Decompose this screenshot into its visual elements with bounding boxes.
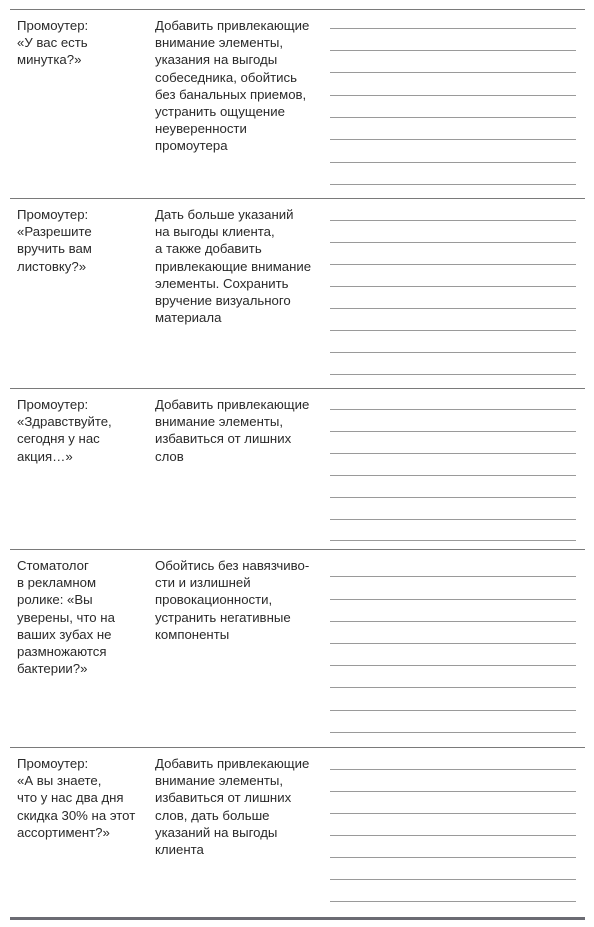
answer-line (330, 453, 576, 454)
answer-line (330, 621, 576, 622)
table-row (10, 198, 585, 389)
answer-line (330, 687, 576, 688)
answer-line (330, 117, 576, 118)
answer-line (330, 162, 576, 163)
situation-cell: Стоматолог в рекламном ролике: «Вы уверены, что на ваших зубах не размножаются бактерии?» (17, 558, 115, 677)
answer-line (330, 330, 576, 331)
answer-line (330, 835, 576, 836)
table-row (10, 388, 585, 550)
answer-line (330, 519, 576, 520)
answer-line (330, 665, 576, 666)
advice-cell: Добавить привлекающие внимание элементы, избавиться от лишних слов, дать больше указаний на выгоды клиента (155, 756, 310, 858)
advice-cell: Добавить привлекающие внимание элементы, указания на выгоды собеседника, обойтись без банальных приемов, устранить ощущение неуверенности промоутера (155, 18, 310, 154)
answer-line (330, 352, 576, 353)
answer-line (330, 220, 576, 221)
situation-cell: Промоутер: «А вы знаете, что у нас два дня скидка 30% на этот ассортимент?» (17, 756, 136, 840)
answer-lines (330, 747, 576, 917)
answer-line (330, 732, 576, 733)
answer-line (330, 576, 576, 577)
answer-line (330, 95, 576, 96)
situation-cell: Промоутер: «Здравствуйте, сегодня у нас акция…» (17, 397, 112, 464)
answer-line (330, 184, 576, 185)
answer-line (330, 879, 576, 880)
answer-line (330, 857, 576, 858)
answer-line (330, 431, 576, 432)
answer-lines (330, 388, 576, 549)
table-row (10, 9, 585, 199)
answer-lines (330, 549, 576, 747)
answer-line (330, 769, 576, 770)
answer-line (330, 374, 576, 375)
answer-lines (330, 198, 576, 388)
answer-line (330, 497, 576, 498)
advice-cell: Обойтись без навязчиво- сти и излишней провокационности, устранить негативные компоненты (155, 558, 310, 642)
answer-line (330, 72, 576, 73)
answer-line (330, 540, 576, 541)
answer-line (330, 901, 576, 902)
answer-line (330, 286, 576, 287)
answer-line (330, 28, 576, 29)
answer-line (330, 791, 576, 792)
answer-line (330, 813, 576, 814)
answer-line (330, 475, 576, 476)
answer-line (330, 50, 576, 51)
answer-line (330, 710, 576, 711)
situation-cell: Промоутер: «У вас есть минутка?» (17, 18, 89, 68)
answer-line (330, 643, 576, 644)
answer-lines (330, 9, 576, 198)
advice-cell: Добавить привлекающие внимание элементы, избавиться от лишних слов (155, 397, 310, 464)
situation-cell: Промоутер: «Разрешите вручить вам листовку?» (17, 207, 92, 274)
table-row (10, 549, 585, 748)
table-row (10, 747, 585, 917)
answer-line (330, 242, 576, 243)
table-bottom-rule (10, 917, 585, 920)
answer-line (330, 409, 576, 410)
answer-line (330, 264, 576, 265)
advice-cell: Дать больше указаний на выгоды клиента, а также добавить привлекающие внимание элементы. Сохранить вручение визуального материала (155, 207, 312, 326)
answer-line (330, 599, 576, 600)
answer-line (330, 139, 576, 140)
answer-line (330, 308, 576, 309)
